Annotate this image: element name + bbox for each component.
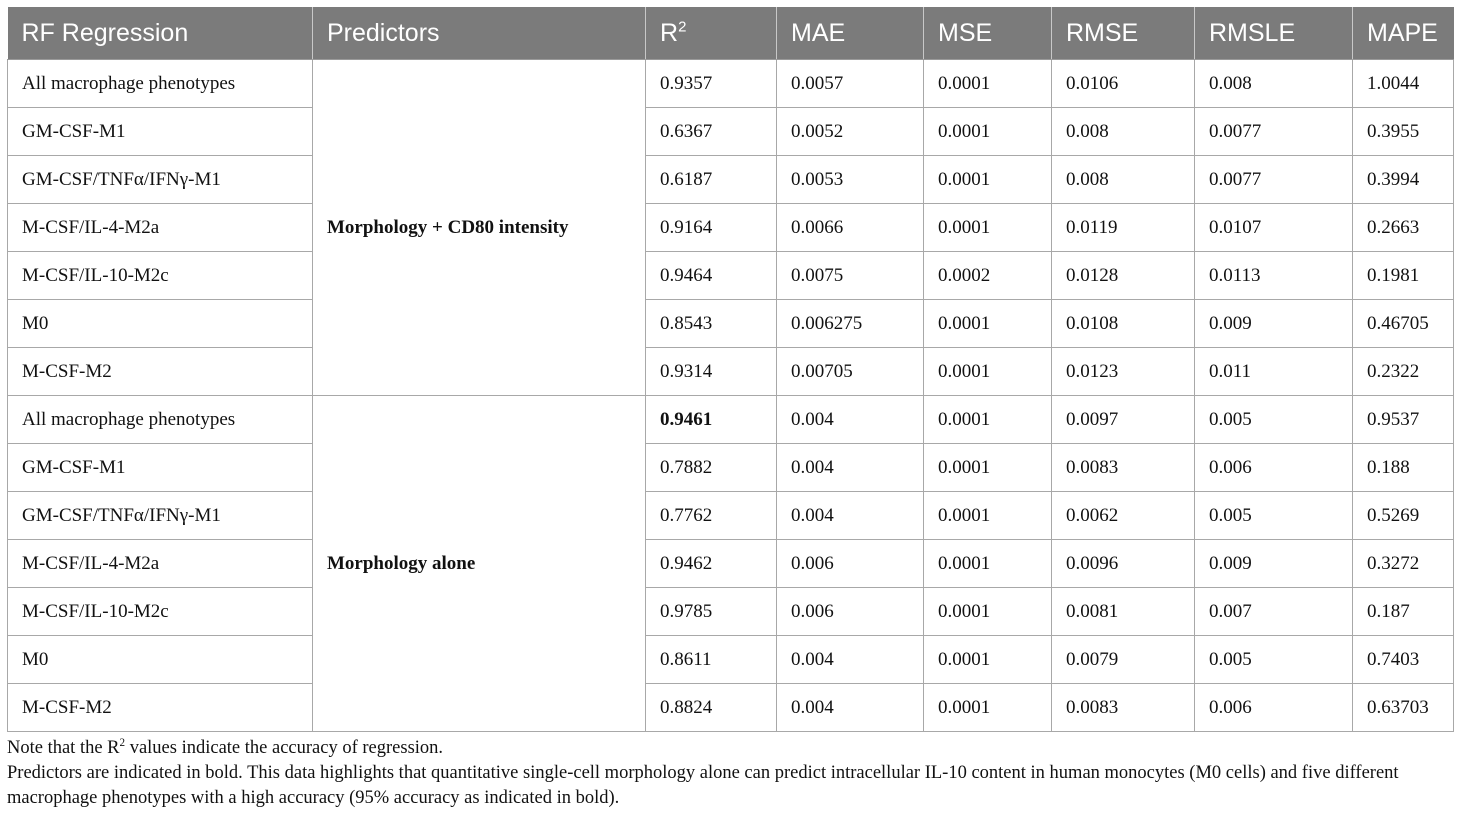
- metric-cell: 0.0001: [924, 396, 1052, 444]
- metric-cell: 0.007: [1195, 588, 1353, 636]
- table-row: [8, 396, 1454, 444]
- metric-cell: 0.0107: [1195, 204, 1353, 252]
- phenotype-cell: GM-CSF-M1: [8, 444, 313, 492]
- metric-cell: 0.0066: [777, 204, 924, 252]
- phenotype-cell: M-CSF/IL-10-M2c: [8, 252, 313, 300]
- metric-cell: 0.3994: [1353, 156, 1454, 204]
- metric-cell: 0.0001: [924, 156, 1052, 204]
- metric-cell: [646, 396, 777, 444]
- metric-cell: 0.005: [1195, 636, 1353, 684]
- phenotype-cell: All macrophage phenotypes: [8, 60, 313, 108]
- metric-cell: 0.0119: [1052, 204, 1195, 252]
- metric-cell: 1.0044: [1353, 60, 1454, 108]
- header-row: [8, 7, 1454, 60]
- metric-cell: 0.0001: [924, 588, 1052, 636]
- predictor-cell: Morphology alone: [313, 396, 646, 732]
- metric-cell: 0.9462: [646, 540, 777, 588]
- metric-cell: 0.187: [1353, 588, 1454, 636]
- metric-cell: 0.006275: [777, 300, 924, 348]
- table-row: [8, 540, 1454, 588]
- metric-cell: 0.6187: [646, 156, 777, 204]
- metric-cell: 0.0097: [1052, 396, 1195, 444]
- results-table: [7, 7, 1454, 732]
- metric-cell: 0.0001: [924, 444, 1052, 492]
- metric-cell: 0.0077: [1195, 156, 1353, 204]
- metric-cell: 0.00705: [777, 348, 924, 396]
- metric-cell: 0.005: [1195, 396, 1353, 444]
- metric-cell: 0.3955: [1353, 108, 1454, 156]
- header-rmse: RMSE: [1052, 7, 1195, 60]
- metric-cell: 0.63703: [1353, 684, 1454, 732]
- phenotype-cell: M-CSF-M2: [8, 348, 313, 396]
- header-r2: $R^2$: [646, 7, 777, 60]
- phenotype-cell: GM-CSF/TNFα/IFNγ-M1: [8, 492, 313, 540]
- metric-cell: 0.0001: [924, 684, 1052, 732]
- metric-cell: 0.9164: [646, 204, 777, 252]
- metric-cell: 0.8543: [646, 300, 777, 348]
- note-line-2: Predictors are indicated in bold. This data highlights that quantitative single-cell morphology alone can predict intracellular IL-10 content in human monocytes (M0 cells) and five different macrophage phenotypes with a high accuracy (95% accuracy as indicated in bold).: [7, 763, 1399, 808]
- header-mse: MSE: [924, 7, 1052, 60]
- metric-cell: 0.0001: [924, 60, 1052, 108]
- metric-cell: 0.2663: [1353, 204, 1454, 252]
- metric-cell: 0.009: [1195, 300, 1353, 348]
- metric-cell: 0.0128: [1052, 252, 1195, 300]
- table-notes: [7, 736, 1453, 811]
- metric-cell: 0.0001: [924, 636, 1052, 684]
- metric-cell: 0.8611: [646, 636, 777, 684]
- metric-cell: 0.0077: [1195, 108, 1353, 156]
- metric-cell: 0.8824: [646, 684, 777, 732]
- table-row: [8, 156, 1454, 204]
- table-row: [8, 492, 1454, 540]
- metric-cell: 0.0001: [924, 204, 1052, 252]
- metric-cell: 0.2322: [1353, 348, 1454, 396]
- metric-cell: 0.6367: [646, 108, 777, 156]
- phenotype-cell: GM-CSF/TNFα/IFNγ-M1: [8, 156, 313, 204]
- metric-cell: 0.011: [1195, 348, 1353, 396]
- metric-cell: 0.7882: [646, 444, 777, 492]
- table-row: [8, 204, 1454, 252]
- metric-cell: 0.006: [777, 540, 924, 588]
- metric-cell: 0.5269: [1353, 492, 1454, 540]
- phenotype-cell: M-CSF/IL-10-M2c: [8, 588, 313, 636]
- metric-cell: 0.006: [1195, 684, 1353, 732]
- metric-cell: 0.006: [777, 588, 924, 636]
- header-mape: MAPE: [1353, 7, 1454, 60]
- metric-cell: 0.0002: [924, 252, 1052, 300]
- metric-cell: 0.9357: [646, 60, 777, 108]
- metric-cell: 0.0052: [777, 108, 924, 156]
- metric-cell: 0.7403: [1353, 636, 1454, 684]
- header-rf-regression: RF Regression: [8, 7, 313, 60]
- table-container: [7, 7, 1453, 811]
- metric-cell: 0.0057: [777, 60, 924, 108]
- metric-cell: 0.7762: [646, 492, 777, 540]
- header-mae: MAE: [777, 7, 924, 60]
- phenotype-cell: M0: [8, 300, 313, 348]
- metric-cell: 0.004: [777, 492, 924, 540]
- phenotype-cell: All macrophage phenotypes: [8, 396, 313, 444]
- metric-cell: 0.008: [1195, 60, 1353, 108]
- metric-cell: 0.3272: [1353, 540, 1454, 588]
- metric-cell: 0.9314: [646, 348, 777, 396]
- metric-cell: 0.9785: [646, 588, 777, 636]
- table-row: [8, 348, 1454, 396]
- table-row: [8, 588, 1454, 636]
- metric-cell: 0.9537: [1353, 396, 1454, 444]
- predictor-cell: Morphology + CD80 intensity: [313, 60, 646, 396]
- phenotype-cell: M-CSF/IL-4-M2a: [8, 540, 313, 588]
- table-row: [8, 636, 1454, 684]
- table-row: [8, 684, 1454, 732]
- metric-cell: 0.0081: [1052, 588, 1195, 636]
- phenotype-cell: M0: [8, 636, 313, 684]
- metric-cell: 0.0001: [924, 492, 1052, 540]
- metric-cell: 0.0079: [1052, 636, 1195, 684]
- metric-cell: 0.004: [777, 636, 924, 684]
- metric-cell: 0.0083: [1052, 684, 1195, 732]
- note-line-1: Note that the $R^2$ values indicate the accuracy of regression.: [7, 736, 444, 758]
- table-row: [8, 108, 1454, 156]
- metric-cell: 0.008: [1052, 156, 1195, 204]
- metric-cell: 0.0001: [924, 348, 1052, 396]
- metric-cell: 0.004: [777, 444, 924, 492]
- metric-cell: 0.1981: [1353, 252, 1454, 300]
- table-row: [8, 300, 1454, 348]
- header-predictors: Predictors: [313, 7, 646, 60]
- metric-cell: 0.005: [1195, 492, 1353, 540]
- header-rmsle: RMSLE: [1195, 7, 1353, 60]
- phenotype-cell: M-CSF/IL-4-M2a: [8, 204, 313, 252]
- table-body: [8, 60, 1454, 732]
- metric-cell: 0.0001: [924, 300, 1052, 348]
- metric-cell: 0.0001: [924, 108, 1052, 156]
- metric-cell: 0.0075: [777, 252, 924, 300]
- metric-cell: 0.9464: [646, 252, 777, 300]
- metric-cell: 0.009: [1195, 540, 1353, 588]
- metric-cell: 0.0106: [1052, 60, 1195, 108]
- phenotype-cell: GM-CSF-M1: [8, 108, 313, 156]
- metric-cell: 0.0123: [1052, 348, 1195, 396]
- table-row: [8, 444, 1454, 492]
- metric-cell: 0.0001: [924, 540, 1052, 588]
- metric-cell: 0.0096: [1052, 540, 1195, 588]
- metric-cell: 0.188: [1353, 444, 1454, 492]
- metric-cell: 0.006: [1195, 444, 1353, 492]
- metric-cell: 0.0113: [1195, 252, 1353, 300]
- metric-cell: 0.0062: [1052, 492, 1195, 540]
- phenotype-cell: M-CSF-M2: [8, 684, 313, 732]
- highlight-value: 0.9461: [660, 408, 713, 430]
- metric-cell: 0.0108: [1052, 300, 1195, 348]
- metric-cell: 0.0053: [777, 156, 924, 204]
- metric-cell: 0.0083: [1052, 444, 1195, 492]
- table-row: [8, 60, 1454, 108]
- metric-cell: 0.004: [777, 396, 924, 444]
- metric-cell: 0.008: [1052, 108, 1195, 156]
- metric-cell: 0.46705: [1353, 300, 1454, 348]
- table-row: [8, 252, 1454, 300]
- metric-cell: 0.004: [777, 684, 924, 732]
